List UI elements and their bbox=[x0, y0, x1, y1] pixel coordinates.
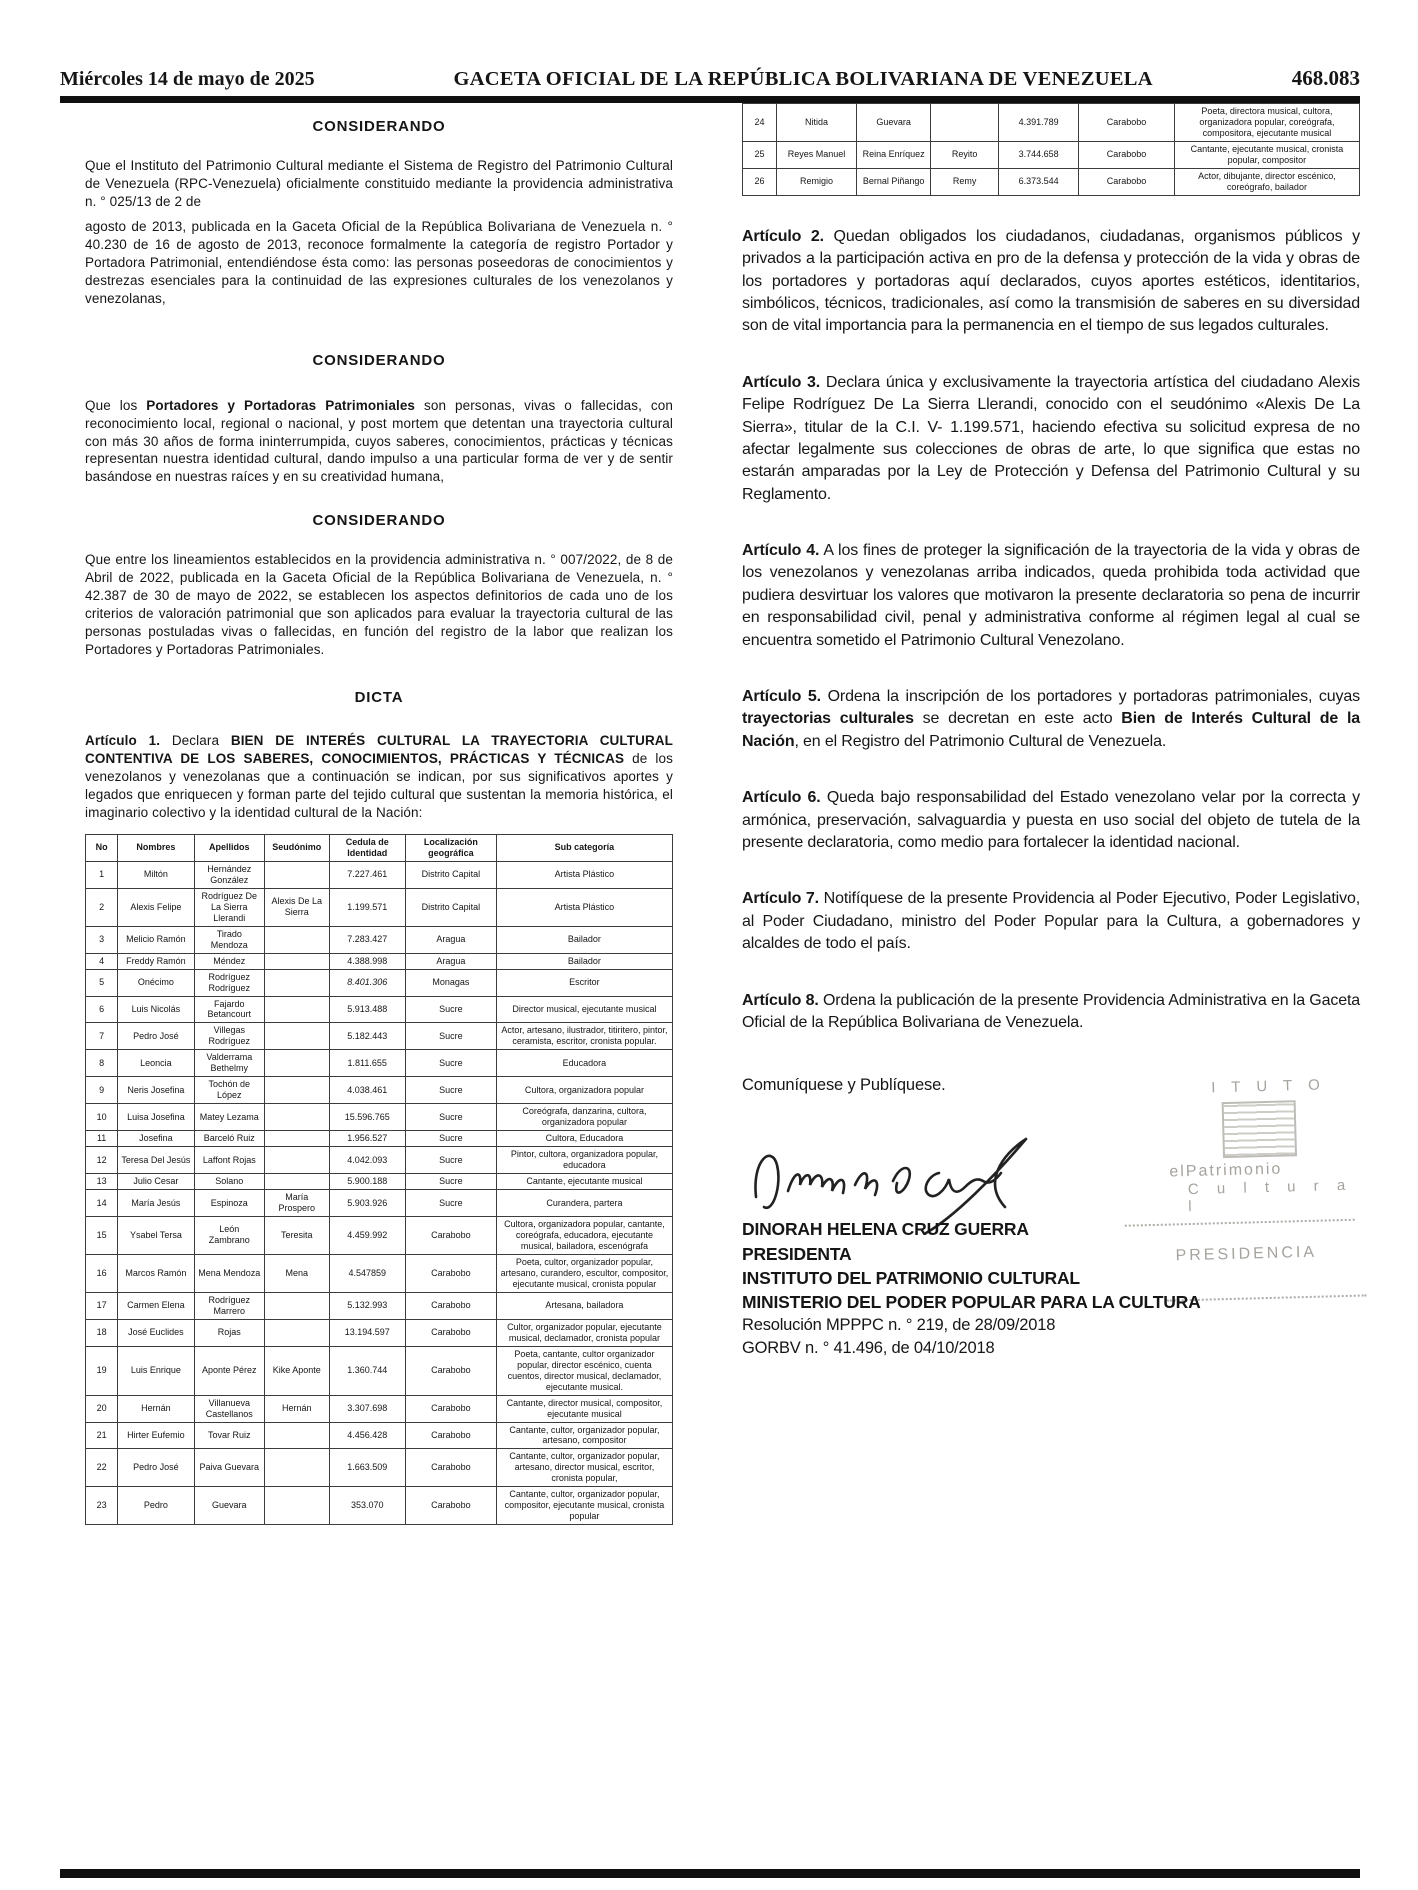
table-cell-nombres: Carmen Elena bbox=[118, 1292, 194, 1319]
table-cell-seudonimo bbox=[265, 1449, 330, 1487]
table-cell-no: 18 bbox=[86, 1319, 118, 1346]
table-cell-localizacion: Carabobo bbox=[405, 1487, 496, 1525]
table-cell-cedula: 4.456.428 bbox=[329, 1422, 405, 1449]
considerando-heading-3: CONSIDERANDO bbox=[312, 512, 446, 530]
table-cell-subcategoria: Actor, dibujante, director escénico, coreógrafo, bailador bbox=[1174, 168, 1359, 195]
text-segment: Declara única y exclusivamente la trayectoria artística del ciudadano Alexis Felipe Rodríguez De La Sierra Llerandi, conocido con el seudónimo «Alexis De La Sierra», titular de la C.I. V- 1.199.571, haciendo efectiva su solicitud expresa de no afectar legalmente sus colecciones de obras de arte, lo que significa que estas no estarán amparadas por la Ley de Protección y Defensa del Patrimonio Cultural y su Reglamento. bbox=[742, 373, 1360, 503]
table-cell-no: 12 bbox=[86, 1147, 118, 1174]
table-cell-cedula: 3.744.658 bbox=[999, 141, 1079, 168]
table-row bbox=[86, 953, 673, 969]
table-cell-apellidos: Tochón de López bbox=[194, 1077, 264, 1104]
table-cell-apellidos: Villanueva Castellanos bbox=[194, 1395, 264, 1422]
bold-text-segment: BIEN DE INTERÉS CULTURAL LA TRAYECTORIA CULTURAL CONTENTIVA DE LOS SABERES, CONOCIMIENTOS, PRÁCTICAS Y TÉCNICAS bbox=[85, 733, 673, 767]
text-segment: agosto de 2013, publicada en la Gaceta Oficial de la República Bolivariana de Venezuela n. ° 40.230 de 16 de agosto de 2013, reconoce formalmente la categoría de registro Portador y Portadora Patrimonial, entendiéndose ésta como: las personas poseedoras de conocimientos y destrezas esenciales para la continuidad de las expresiones culturales de los venezolanos y venezolanas, bbox=[85, 218, 673, 306]
table-cell-no: 13 bbox=[86, 1174, 118, 1190]
table-cell-cedula: 4.459.992 bbox=[329, 1217, 405, 1255]
signer-org-institute: INSTITUTO DEL PATRIMONIO CULTURAL bbox=[742, 1267, 1080, 1288]
table-row bbox=[86, 1147, 673, 1174]
table-cell-apellidos: Solano bbox=[194, 1174, 264, 1190]
table-cell-cedula: 1.811.655 bbox=[329, 1050, 405, 1077]
considerando-2-paragraph bbox=[85, 397, 673, 487]
table-cell-no: 25 bbox=[743, 141, 777, 168]
table-cell-apellidos: Laffont Rojas bbox=[194, 1147, 264, 1174]
table-cell-subcategoria: Cantante, cultor, organizador popular, compositor, ejecutante musical, cronista popular bbox=[496, 1487, 672, 1525]
table-cell-subcategoria: Pintor, cultora, organizadora popular, educadora bbox=[496, 1147, 672, 1174]
table-cell-localizacion: Aragua bbox=[405, 926, 496, 953]
table-column-header: Apellidos bbox=[194, 834, 264, 861]
text-segment: , en el Registro del Patrimonio Cultural de Venezuela. bbox=[794, 732, 1167, 750]
table-row bbox=[86, 1077, 673, 1104]
bold-text-segment: Artículo 2. bbox=[742, 227, 824, 245]
table-cell-no: 15 bbox=[86, 1217, 118, 1255]
text-segment: se decretan en este acto bbox=[913, 710, 1122, 728]
table-cell-seudonimo: María Prospero bbox=[265, 1190, 330, 1217]
signer-identity bbox=[742, 1217, 1360, 1359]
table-cell-apellidos: Guevara bbox=[194, 1487, 264, 1525]
table-cell-no: 17 bbox=[86, 1292, 118, 1319]
table-cell-nombres: Teresa Del Jesús bbox=[118, 1147, 194, 1174]
signer-name: DINORAH HELENA CRUZ GUERRA bbox=[742, 1219, 1029, 1240]
table-row bbox=[86, 1023, 673, 1050]
stamp-text-line: I T U T O bbox=[1210, 1076, 1326, 1097]
registry-table bbox=[85, 834, 673, 1525]
table-cell-nombres: Pedro bbox=[118, 1487, 194, 1525]
table-cell-no: 14 bbox=[86, 1190, 118, 1217]
text-segment: son personas, vivas o fallecidas, con reconocimiento local, regional o nacional, y post mortem que detentan una trayectoria cultural con más 30 años de forma ininterrumpida, cuyos saberes, conocimientos, prácticas y técnicas representan nuestra identidad cultural, dando impulso a una particular forma de ver y de sentir basándose en nuestras raíces y en su creatividad humana, bbox=[85, 397, 673, 485]
articulo-6-paragraph bbox=[742, 787, 1360, 854]
table-cell-nombres: Miltón bbox=[118, 861, 194, 888]
gorbv-reference: GORBV n. ° 41.496, de 04/10/2018 bbox=[742, 1338, 995, 1357]
table-cell-apellidos: Villegas Rodríguez bbox=[194, 1023, 264, 1050]
table-cell-no: 1 bbox=[86, 861, 118, 888]
table-row bbox=[86, 1487, 673, 1525]
table-cell-no: 8 bbox=[86, 1050, 118, 1077]
table-cell-seudonimo bbox=[265, 996, 330, 1023]
table-cell-seudonimo bbox=[265, 1319, 330, 1346]
table-cell-subcategoria: Artista Plástico bbox=[496, 861, 672, 888]
table-cell-nombres: José Euclides bbox=[118, 1319, 194, 1346]
articulo-4-paragraph bbox=[742, 540, 1360, 652]
table-cell-seudonimo: Hernán bbox=[265, 1395, 330, 1422]
table-cell-seudonimo bbox=[265, 1292, 330, 1319]
table-cell-nombres: Nitida bbox=[776, 104, 856, 142]
bold-text-segment: Artículo 1. bbox=[85, 733, 161, 749]
table-cell-localizacion: Sucre bbox=[405, 1131, 496, 1147]
table-cell-no: 6 bbox=[86, 996, 118, 1023]
text-segment: Ordena la inscripción de los portadores y portadoras patrimoniales, cuyas bbox=[820, 688, 1360, 706]
table-cell-seudonimo: Reyito bbox=[931, 141, 999, 168]
bold-text-segment: trayectorias culturales bbox=[742, 710, 914, 728]
table-cell-no: 10 bbox=[86, 1104, 118, 1131]
table-cell-cedula: 6.373.544 bbox=[999, 168, 1079, 195]
comuniquese-line: Comuníquese y Publíquese. bbox=[742, 1076, 946, 1095]
page-header bbox=[60, 66, 1360, 91]
registry-table-continued bbox=[742, 103, 1360, 196]
text-segment: de los venezolanos y venezolanas que a continuación se indican, por sus significativos aportes y legados que enriquecen y forman parte del tejido cultural que sustentan la memoria histórica, el imaginario colectivo y la identidad cultural de la Nación: bbox=[85, 751, 673, 820]
table-cell-localizacion: Sucre bbox=[405, 1023, 496, 1050]
table-cell-nombres: Freddy Ramón bbox=[118, 953, 194, 969]
table-cell-seudonimo bbox=[265, 861, 330, 888]
table-cell-nombres: Leoncia bbox=[118, 1050, 194, 1077]
table-cell-seudonimo: Alexis De La Sierra bbox=[265, 888, 330, 926]
table-cell-subcategoria: Coreógrafa, danzarina, cultora, organizadora popular bbox=[496, 1104, 672, 1131]
table-cell-cedula: 5.132.993 bbox=[329, 1292, 405, 1319]
table-cell-apellidos: Reina Enríquez bbox=[857, 141, 931, 168]
bold-text-segment: Artículo 6. bbox=[742, 789, 821, 807]
table-cell-cedula: 7.227.461 bbox=[329, 861, 405, 888]
table-row bbox=[86, 996, 673, 1023]
table-cell-apellidos: Matey Lezama bbox=[194, 1104, 264, 1131]
table-cell-seudonimo bbox=[265, 1050, 330, 1077]
table-cell-seudonimo bbox=[931, 104, 999, 142]
table-column-header: No bbox=[86, 834, 118, 861]
table-cell-seudonimo bbox=[265, 953, 330, 969]
table-row bbox=[743, 104, 1360, 142]
table-cell-no: 5 bbox=[86, 969, 118, 996]
table-cell-apellidos: Rodríguez Marrero bbox=[194, 1292, 264, 1319]
table-column-header: Nombres bbox=[118, 834, 194, 861]
table-row bbox=[86, 1395, 673, 1422]
table-row bbox=[743, 141, 1360, 168]
table-cell-no: 16 bbox=[86, 1254, 118, 1292]
table-row bbox=[86, 1131, 673, 1147]
table-cell-cedula: 4.391.789 bbox=[999, 104, 1079, 142]
signer-org-ministry: MINISTERIO DEL PODER POPULAR PARA LA CULTURA bbox=[742, 1291, 1201, 1312]
table-cell-localizacion: Monagas bbox=[405, 969, 496, 996]
table-row bbox=[86, 1254, 673, 1292]
table-row bbox=[86, 1319, 673, 1346]
table-row bbox=[86, 1422, 673, 1449]
table-cell-nombres: Pedro José bbox=[118, 1023, 194, 1050]
table-row bbox=[86, 969, 673, 996]
table-cell-subcategoria: Curandera, partera bbox=[496, 1190, 672, 1217]
considerando-1-paragraph-a bbox=[85, 157, 673, 211]
table-cell-nombres: Hernán bbox=[118, 1395, 194, 1422]
table-cell-cedula: 13.194.597 bbox=[329, 1319, 405, 1346]
table-cell-no: 19 bbox=[86, 1346, 118, 1395]
table-cell-localizacion: Aragua bbox=[405, 953, 496, 969]
table-cell-subcategoria: Cultora, Educadora bbox=[496, 1131, 672, 1147]
table-cell-subcategoria: Director musical, ejecutante musical bbox=[496, 996, 672, 1023]
table-cell-seudonimo bbox=[265, 1174, 330, 1190]
table-cell-no: 4 bbox=[86, 953, 118, 969]
text-segment: Que entre los lineamientos establecidos en la providencia administrativa n. ° 007/2022, de 8 de Abril de 2022, publicada en la Gaceta Oficial de la República Bolivariana de Venezuela, n. ° 42.387 de 30 de mayo de 2022, se establecen los aspectos definitorios de cada uno de los criterios de valoración patrimonial que son aplicados para evaluar la trayectoria cultural de las personas postuladas vivas o fallecidas, en función del registro de la labor que realizan los Portadores y Portadoras Patrimoniales. bbox=[85, 552, 673, 658]
table-cell-subcategoria: Cantante, ejecutante musical bbox=[496, 1174, 672, 1190]
table-cell-cedula: 4.388.998 bbox=[329, 953, 405, 969]
table-cell-cedula: 5.900.188 bbox=[329, 1174, 405, 1190]
table-cell-apellidos: Aponte Pérez bbox=[194, 1346, 264, 1395]
table-column-header: Sub categoría bbox=[496, 834, 672, 861]
table-cell-seudonimo: Teresita bbox=[265, 1217, 330, 1255]
table-cell-no: 24 bbox=[743, 104, 777, 142]
table-cell-subcategoria: Cultor, organizador popular, ejecutante musical, declamador, cronista popular bbox=[496, 1319, 672, 1346]
table-cell-seudonimo bbox=[265, 1023, 330, 1050]
text-segment: Ordena la publicación de la presente Providencia Administrativa en la Gaceta Oficial de la República Bolivariana de Venezuela. bbox=[742, 991, 1360, 1031]
table-cell-nombres: Hirter Eufemio bbox=[118, 1422, 194, 1449]
articulo-7-paragraph bbox=[742, 888, 1360, 955]
header-page-number: 468.083 bbox=[1291, 66, 1360, 90]
table-cell-nombres: Pedro José bbox=[118, 1449, 194, 1487]
stamp-text-line: C u l t u r a l bbox=[1187, 1177, 1353, 1216]
table-cell-subcategoria: Actor, artesano, ilustrador, titiritero, pintor, ceramista, escritor, cronista popular. bbox=[496, 1023, 672, 1050]
table-cell-cedula: 15.596.765 bbox=[329, 1104, 405, 1131]
articulo-3-paragraph bbox=[742, 372, 1360, 506]
dicta-heading: DICTA bbox=[354, 689, 404, 707]
table-cell-localizacion: Carabobo bbox=[405, 1292, 496, 1319]
table-cell-apellidos: Rodríguez De La Sierra Llerandi bbox=[194, 888, 264, 926]
bold-text-segment: Artículo 8. bbox=[742, 991, 819, 1009]
table-cell-apellidos: Guevara bbox=[857, 104, 931, 142]
stamp-text-line: PRESIDENCIA bbox=[1175, 1244, 1318, 1265]
considerando-heading-2: CONSIDERANDO bbox=[312, 351, 446, 369]
table-cell-no: 22 bbox=[86, 1449, 118, 1487]
table-cell-localizacion: Sucre bbox=[405, 1174, 496, 1190]
table-cell-nombres: Marcos Ramón bbox=[118, 1254, 194, 1292]
table-cell-cedula: 3.307.698 bbox=[329, 1395, 405, 1422]
text-segment: A los fines de proteger la significación de la trayectoria de la vida y obras de los venezolanos y venezolanas arriba indicados, queda prohibida toda actividad que pudiera desvirtuar los valores que motivaron la presente declaratoria so pena de incurrir en responsabilidad civil, penal y administrativa conforme al régimen legal al cual se encuentra sometido el Patrimonio Cultural Venezolano. bbox=[742, 542, 1361, 649]
articulo-1-paragraph bbox=[85, 732, 673, 822]
table-cell-apellidos: Barceló Ruiz bbox=[194, 1131, 264, 1147]
table-cell-apellidos: Bernal Piñango bbox=[857, 168, 931, 195]
table-cell-no: 20 bbox=[86, 1395, 118, 1422]
table-row bbox=[86, 1217, 673, 1255]
articulo-5-paragraph bbox=[742, 686, 1360, 753]
table-cell-nombres: Melicio Ramón bbox=[118, 926, 194, 953]
considerando-3-paragraph bbox=[85, 551, 673, 659]
table-cell-subcategoria: Cantante, cultor, organizador popular, artesano, compositor bbox=[496, 1422, 672, 1449]
bold-text-segment: Bien de Interés Cultural de la Nación bbox=[742, 710, 1360, 750]
table-row bbox=[86, 1292, 673, 1319]
table-cell-localizacion: Carabobo bbox=[405, 1217, 496, 1255]
table-row bbox=[86, 926, 673, 953]
table-cell-cedula: 4.042.093 bbox=[329, 1147, 405, 1174]
table-cell-nombres: Neris Josefina bbox=[118, 1077, 194, 1104]
table-cell-subcategoria: Cantante, ejecutante musical, cronista popular, compositor bbox=[1174, 141, 1359, 168]
table-cell-apellidos: Hernández González bbox=[194, 861, 264, 888]
table-cell-seudonimo bbox=[265, 1147, 330, 1174]
text-segment: Declara bbox=[160, 733, 231, 749]
articulo-2-paragraph bbox=[742, 226, 1360, 338]
table-cell-subcategoria: Cultora, organizadora popular, cantante, coreógrafa, educadora, ejecutante musical, bailadora, escenógrafa bbox=[496, 1217, 672, 1255]
text-segment: Que el Instituto del Patrimonio Cultural mediante el Sistema de Registro del Patrimonio Cultural de Venezuela (RPC-Venezuela) oficialmente constituido mediante la providencia administrativa n. ° 025/13 de 2 de bbox=[85, 158, 673, 209]
table-cell-no: 3 bbox=[86, 926, 118, 953]
table-cell-seudonimo bbox=[265, 1487, 330, 1525]
table-cell-seudonimo bbox=[265, 1131, 330, 1147]
text-segment: Que los bbox=[85, 397, 147, 413]
table-row bbox=[86, 888, 673, 926]
table-cell-subcategoria: Bailador bbox=[496, 953, 672, 969]
text-segment: Notifíquese de la presente Providencia al Poder Ejecutivo, Poder Legislativo, al Poder Ciudadano, ministro del Poder Popular para la Cultura, a gobernadores y alcaldes de todo el país. bbox=[742, 890, 1360, 953]
table-cell-subcategoria: Cultora, organizadora popular bbox=[496, 1077, 672, 1104]
table-cell-apellidos: Fajardo Betancourt bbox=[194, 996, 264, 1023]
table-cell-apellidos: Tovar Ruiz bbox=[194, 1422, 264, 1449]
table-cell-no: 26 bbox=[743, 168, 777, 195]
resolution-reference: Resolución MPPPC n. ° 219, de 28/09/2018 bbox=[742, 1315, 1056, 1334]
table-cell-localizacion: Carabobo bbox=[405, 1449, 496, 1487]
table-cell-cedula: 5.182.443 bbox=[329, 1023, 405, 1050]
right-column bbox=[742, 103, 1360, 1515]
table-cell-subcategoria: Artesana, bailadora bbox=[496, 1292, 672, 1319]
table-row bbox=[86, 861, 673, 888]
table-cell-localizacion: Sucre bbox=[405, 1190, 496, 1217]
table-cell-localizacion: Carabobo bbox=[405, 1319, 496, 1346]
table-cell-cedula: 5.913.488 bbox=[329, 996, 405, 1023]
left-column bbox=[85, 112, 673, 1525]
page-bottom-rule bbox=[60, 1869, 1360, 1878]
table-cell-apellidos: Paiva Guevara bbox=[194, 1449, 264, 1487]
table-cell-localizacion: Sucre bbox=[405, 1104, 496, 1131]
table-cell-cedula: 8.401.306 bbox=[329, 969, 405, 996]
articulo-8-paragraph bbox=[742, 990, 1360, 1035]
table-cell-nombres: Luis Nicolás bbox=[118, 996, 194, 1023]
table-cell-seudonimo: Mena bbox=[265, 1254, 330, 1292]
table-cell-localizacion: Carabobo bbox=[1079, 168, 1175, 195]
table-row bbox=[86, 1104, 673, 1131]
text-segment: Quedan obligados los ciudadanos, ciudadanas, organismos públicos y privados a la participación activa en pro de la defensa y protección de la vida y obras de los portadores y portadoras aquí declarados, cuyos aportes estéticos, identitarios, simbólicos, técnicos, tradicionales, así como la transmisión de saberes en su diversidad son de vital importancia para la permanencia en el tiempo de sus legados culturales. bbox=[742, 227, 1360, 335]
table-cell-localizacion: Carabobo bbox=[1079, 104, 1175, 142]
table-cell-apellidos: Rojas bbox=[194, 1319, 264, 1346]
table-cell-nombres: Josefina bbox=[118, 1131, 194, 1147]
table-cell-localizacion: Carabobo bbox=[405, 1395, 496, 1422]
stamp-text-line: elPatrimonio bbox=[1169, 1161, 1283, 1181]
stamp-emblem bbox=[1222, 1101, 1297, 1159]
bold-text-segment: Artículo 7. bbox=[742, 890, 819, 908]
table-cell-cedula: 1.199.571 bbox=[329, 888, 405, 926]
table-cell-cedula: 4.547859 bbox=[329, 1254, 405, 1292]
table-cell-cedula: 1.663.509 bbox=[329, 1449, 405, 1487]
table-cell-localizacion: Sucre bbox=[405, 996, 496, 1023]
table-cell-seudonimo bbox=[265, 969, 330, 996]
table-cell-cedula: 1.360.744 bbox=[329, 1346, 405, 1395]
table-cell-apellidos: Mena Mendoza bbox=[194, 1254, 264, 1292]
bold-text-segment: Portadores y Portadoras Patrimoniales bbox=[146, 397, 416, 413]
table-cell-nombres: Reyes Manuel bbox=[776, 141, 856, 168]
considerando-1-paragraph-b bbox=[85, 218, 673, 308]
table-cell-nombres: Luisa Josefina bbox=[118, 1104, 194, 1131]
header-rule bbox=[60, 96, 1360, 103]
table-cell-apellidos: Tirado Mendoza bbox=[194, 926, 264, 953]
table-row bbox=[86, 1346, 673, 1395]
table-cell-localizacion: Sucre bbox=[405, 1050, 496, 1077]
table-cell-subcategoria: Escritor bbox=[496, 969, 672, 996]
bold-text-segment: Artículo 4. bbox=[742, 542, 820, 560]
table-cell-nombres: Onécimo bbox=[118, 969, 194, 996]
table-cell-seudonimo bbox=[265, 926, 330, 953]
table-cell-apellidos: Espinoza bbox=[194, 1190, 264, 1217]
text-segment: Queda bajo responsabilidad del Estado venezolano velar por la correcta y armónica, preservación, salvaguardia y puesta en uso social del objeto de tutela de la presente declaratoria, como medio para fortalecer la identidad nacional. bbox=[742, 789, 1360, 851]
table-cell-nombres: Remigio bbox=[776, 168, 856, 195]
table-cell-apellidos: Valderrama Bethelmy bbox=[194, 1050, 264, 1077]
table-cell-subcategoria: Poeta, directora musical, cultora, organizadora popular, coreógrafa, compositora, ejecutante musical bbox=[1174, 104, 1359, 142]
table-cell-no: 23 bbox=[86, 1487, 118, 1525]
table-cell-seudonimo: Remy bbox=[931, 168, 999, 195]
table-header-row bbox=[86, 834, 673, 861]
table-cell-cedula: 353.070 bbox=[329, 1487, 405, 1525]
bold-text-segment: Artículo 3. bbox=[742, 373, 821, 391]
table-cell-no: 11 bbox=[86, 1131, 118, 1147]
table-cell-subcategoria: Cantante, cultor, organizador popular, artesano, director musical, escritor, cronista popular, bbox=[496, 1449, 672, 1487]
table-cell-subcategoria: Poeta, cultor, organizador popular, artesano, curandero, escultor, compositor, ejecutante musical, cronista popular bbox=[496, 1254, 672, 1292]
table-cell-localizacion: Carabobo bbox=[405, 1422, 496, 1449]
table-cell-cedula: 1.956.527 bbox=[329, 1131, 405, 1147]
table-cell-nombres: María Jesús bbox=[118, 1190, 194, 1217]
table-cell-subcategoria: Bailador bbox=[496, 926, 672, 953]
table-row bbox=[86, 1449, 673, 1487]
table-cell-subcategoria: Poeta, cantante, cultor organizador popular, director escénico, cuenta cuentos, director musical, declamador, ejecutante musical. bbox=[496, 1346, 672, 1395]
signer-title: PRESIDENTA bbox=[742, 1243, 852, 1264]
table-cell-cedula: 4.038.461 bbox=[329, 1077, 405, 1104]
table-row bbox=[86, 1050, 673, 1077]
table-cell-localizacion: Distrito Capital bbox=[405, 888, 496, 926]
table-cell-no: 21 bbox=[86, 1422, 118, 1449]
table-cell-subcategoria: Artista Plástico bbox=[496, 888, 672, 926]
table-cell-subcategoria: Educadora bbox=[496, 1050, 672, 1077]
considerando-heading-1: CONSIDERANDO bbox=[312, 118, 446, 135]
table-row bbox=[86, 1174, 673, 1190]
table-cell-localizacion: Carabobo bbox=[405, 1346, 496, 1395]
table-cell-subcategoria: Cantante, director musical, compositor, ejecutante musical bbox=[496, 1395, 672, 1422]
table-cell-apellidos: Rodríguez Rodríguez bbox=[194, 969, 264, 996]
table-cell-no: 9 bbox=[86, 1077, 118, 1104]
header-title: GACETA OFICIAL DE LA REPÚBLICA BOLIVARIANA DE VENEZUELA bbox=[453, 68, 1153, 90]
bold-text-segment: Artículo 5. bbox=[742, 688, 821, 706]
header-date: Miércoles 14 de mayo de 2025 bbox=[60, 68, 315, 90]
table-cell-seudonimo: Kike Aponte bbox=[265, 1346, 330, 1395]
table-cell-cedula: 7.283.427 bbox=[329, 926, 405, 953]
table-cell-no: 7 bbox=[86, 1023, 118, 1050]
table-cell-apellidos: León Zambrano bbox=[194, 1217, 264, 1255]
table-cell-localizacion: Carabobo bbox=[1079, 141, 1175, 168]
table-cell-cedula: 5.903.926 bbox=[329, 1190, 405, 1217]
table-cell-nombres: Luis Enrique bbox=[118, 1346, 194, 1395]
table-cell-nombres: Ysabel Tersa bbox=[118, 1217, 194, 1255]
table-cell-seudonimo bbox=[265, 1077, 330, 1104]
table-cell-nombres: Alexis Felipe bbox=[118, 888, 194, 926]
table-column-header: Seudónimo bbox=[265, 834, 330, 861]
table-cell-seudonimo bbox=[265, 1422, 330, 1449]
table-column-header: Localización geográfica bbox=[405, 834, 496, 861]
table-cell-localizacion: Distrito Capital bbox=[405, 861, 496, 888]
table-cell-no: 2 bbox=[86, 888, 118, 926]
table-cell-localizacion: Sucre bbox=[405, 1077, 496, 1104]
table-row bbox=[743, 168, 1360, 195]
table-cell-localizacion: Carabobo bbox=[405, 1254, 496, 1292]
table-cell-nombres: Julio Cesar bbox=[118, 1174, 194, 1190]
table-cell-localizacion: Sucre bbox=[405, 1147, 496, 1174]
table-row bbox=[86, 1190, 673, 1217]
table-cell-seudonimo bbox=[265, 1104, 330, 1131]
table-cell-apellidos: Méndez bbox=[194, 953, 264, 969]
table-column-header: Cedula de Identidad bbox=[329, 834, 405, 861]
